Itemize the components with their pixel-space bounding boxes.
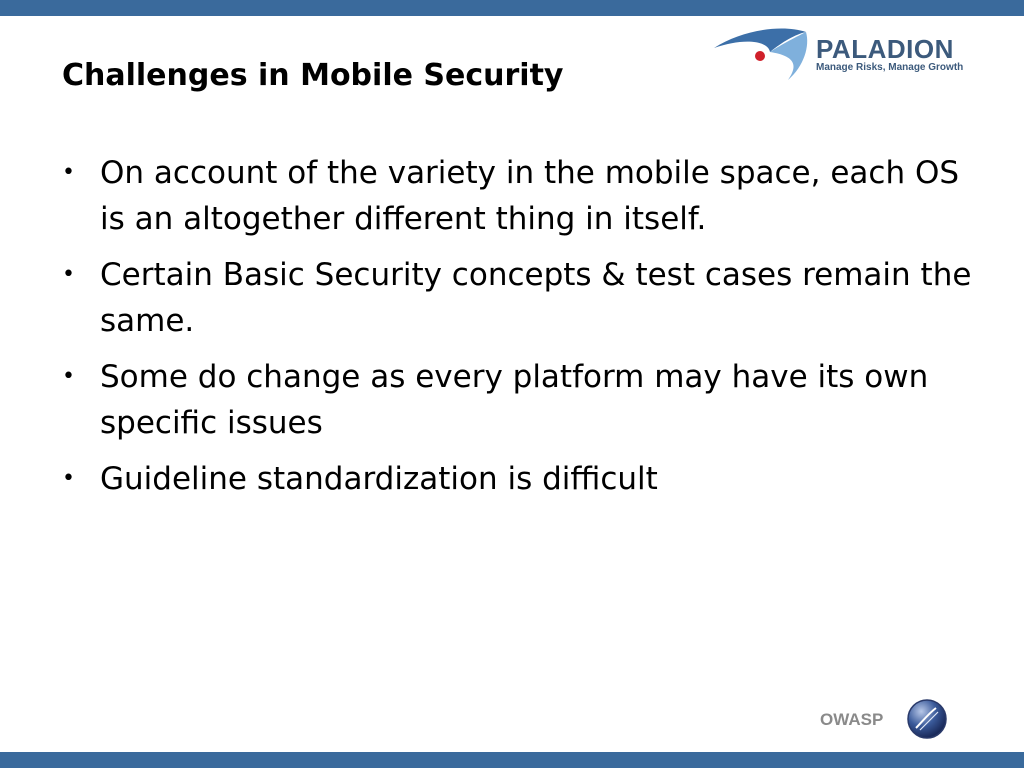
owasp-footer: [820, 698, 950, 740]
bullet-list: [60, 150, 980, 512]
bullet-dot-icon: •: [62, 262, 75, 287]
logo-name: PALADION: [816, 34, 954, 64]
paladion-logo: [712, 22, 972, 88]
bullet-dot-icon: •: [62, 364, 75, 389]
logo-tagline: Manage Risks, Manage Growth: [816, 62, 964, 73]
paladion-swoosh-icon: [712, 22, 816, 88]
bullet-item: [60, 150, 980, 242]
owasp-label: OWASP: [820, 710, 884, 729]
slide-title: Challenges in Mobile Security: [62, 58, 564, 93]
bullet-dot-icon: •: [62, 160, 75, 185]
owasp-globe-icon: [906, 698, 948, 740]
bullet-text: On account of the variety in the mobile space, each OS is an altogether different thing in itself.: [100, 155, 960, 237]
bullet-text: Certain Basic Security concepts & test cases remain the same.: [100, 257, 972, 339]
bullet-item: [60, 252, 980, 344]
bullet-dot-icon: •: [62, 466, 75, 491]
bullet-item: [60, 354, 980, 446]
bullet-item: [60, 456, 980, 502]
top-bar: [0, 0, 1024, 16]
bullet-text: Some do change as every platform may have its own specific issues: [100, 359, 929, 441]
bullet-text: Guideline standardization is difficult: [100, 461, 658, 497]
bottom-bar: [0, 752, 1024, 768]
